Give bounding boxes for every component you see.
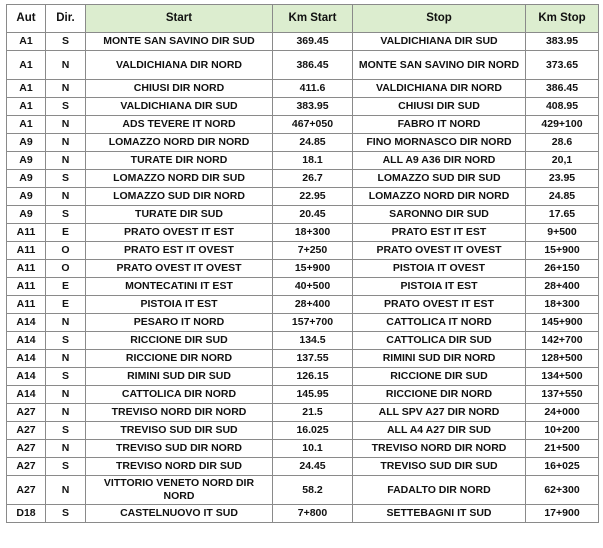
cell-km-start: 369.45 [273, 33, 353, 51]
table-row [7, 206, 599, 224]
cell-aut: A14 [7, 386, 46, 404]
cell-km-start: 7+800 [273, 505, 353, 523]
cell-dir: N [46, 116, 86, 134]
cell-stop: FABRO IT NORD [353, 116, 526, 134]
cell-stop: LOMAZZO NORD DIR NORD [353, 188, 526, 206]
cell-stop: RIMINI SUD DIR NORD [353, 350, 526, 368]
table-row [7, 188, 599, 206]
cell-km-stop: 429+100 [526, 116, 599, 134]
cell-aut: A27 [7, 404, 46, 422]
cell-start: MONTE SAN SAVINO DIR SUD [86, 33, 273, 51]
cell-start: RICCIONE DIR NORD [86, 350, 273, 368]
cell-dir: N [46, 350, 86, 368]
cell-dir: O [46, 260, 86, 278]
cell-km-start: 24.45 [273, 458, 353, 476]
cell-km-start: 18+300 [273, 224, 353, 242]
table-row [7, 296, 599, 314]
table-row [7, 440, 599, 458]
cell-km-start: 137.55 [273, 350, 353, 368]
cell-start: TREVISO SUD DIR SUD [86, 422, 273, 440]
cell-start: VALDICHIANA DIR SUD [86, 98, 273, 116]
cell-dir: N [46, 476, 86, 505]
cell-km-start: 467+050 [273, 116, 353, 134]
cell-dir: S [46, 206, 86, 224]
cell-start: LOMAZZO NORD DIR NORD [86, 134, 273, 152]
cell-stop: VALDICHIANA DIR SUD [353, 33, 526, 51]
cell-aut: A9 [7, 152, 46, 170]
cell-km-stop: 17+900 [526, 505, 599, 523]
header-km-stop: Km Stop [526, 5, 599, 33]
cell-stop: FINO MORNASCO DIR NORD [353, 134, 526, 152]
cell-km-start: 16.025 [273, 422, 353, 440]
cell-aut: A27 [7, 476, 46, 505]
cell-stop: FADALTO DIR NORD [353, 476, 526, 505]
cell-km-stop: 21+500 [526, 440, 599, 458]
cell-km-stop: 28+400 [526, 278, 599, 296]
cell-start: TREVISO NORD DIR SUD [86, 458, 273, 476]
cell-km-stop: 386.45 [526, 80, 599, 98]
table-row [7, 152, 599, 170]
cell-km-start: 40+500 [273, 278, 353, 296]
cell-stop: SETTEBAGNI IT SUD [353, 505, 526, 523]
table-row [7, 134, 599, 152]
highway-segments-sheet [6, 4, 598, 523]
cell-km-stop: 383.95 [526, 33, 599, 51]
table-row [7, 260, 599, 278]
table-row [7, 368, 599, 386]
cell-km-stop: 62+300 [526, 476, 599, 505]
cell-start: TREVISO NORD DIR NORD [86, 404, 273, 422]
cell-km-start: 157+700 [273, 314, 353, 332]
table-row [7, 505, 599, 523]
table-row [7, 476, 599, 505]
cell-start: ADS TEVERE IT NORD [86, 116, 273, 134]
cell-dir: N [46, 314, 86, 332]
cell-stop: LOMAZZO SUD DIR SUD [353, 170, 526, 188]
cell-start: PRATO OVEST IT OVEST [86, 260, 273, 278]
cell-stop: RICCIONE DIR SUD [353, 368, 526, 386]
cell-start: RIMINI SUD DIR SUD [86, 368, 273, 386]
cell-aut: A14 [7, 332, 46, 350]
header-dir: Dir. [46, 5, 86, 33]
table-row [7, 332, 599, 350]
cell-km-stop: 128+500 [526, 350, 599, 368]
table-row [7, 422, 599, 440]
header-km-start: Km Start [273, 5, 353, 33]
cell-start: VALDICHIANA DIR NORD [86, 51, 273, 80]
cell-km-start: 411.6 [273, 80, 353, 98]
cell-km-start: 126.15 [273, 368, 353, 386]
cell-km-start: 15+900 [273, 260, 353, 278]
table-row [7, 314, 599, 332]
header-stop: Stop [353, 5, 526, 33]
cell-dir: S [46, 368, 86, 386]
cell-aut: A11 [7, 260, 46, 278]
cell-km-start: 21.5 [273, 404, 353, 422]
header-aut: Aut [7, 5, 46, 33]
cell-start: TURATE DIR NORD [86, 152, 273, 170]
cell-km-stop: 142+700 [526, 332, 599, 350]
cell-aut: A14 [7, 314, 46, 332]
table-row [7, 33, 599, 51]
cell-km-stop: 24+000 [526, 404, 599, 422]
cell-km-start: 134.5 [273, 332, 353, 350]
cell-km-start: 18.1 [273, 152, 353, 170]
cell-aut: A1 [7, 51, 46, 80]
cell-stop: ALL A4 A27 DIR SUD [353, 422, 526, 440]
cell-dir: N [46, 152, 86, 170]
cell-stop: PISTOIA IT OVEST [353, 260, 526, 278]
cell-aut: A11 [7, 278, 46, 296]
cell-km-start: 22.95 [273, 188, 353, 206]
cell-aut: D18 [7, 505, 46, 523]
cell-km-stop: 137+550 [526, 386, 599, 404]
cell-dir: N [46, 51, 86, 80]
cell-start: PRATO EST IT OVEST [86, 242, 273, 260]
table-row [7, 386, 599, 404]
cell-aut: A1 [7, 80, 46, 98]
cell-stop: CATTOLICA IT NORD [353, 314, 526, 332]
cell-dir: N [46, 134, 86, 152]
cell-dir: E [46, 296, 86, 314]
cell-aut: A9 [7, 206, 46, 224]
cell-stop: PISTOIA IT EST [353, 278, 526, 296]
cell-km-start: 7+250 [273, 242, 353, 260]
cell-dir: N [46, 80, 86, 98]
cell-start: VITTORIO VENETO NORD DIR NORD [86, 476, 273, 505]
cell-dir: E [46, 224, 86, 242]
cell-km-start: 26.7 [273, 170, 353, 188]
cell-stop: ALL SPV A27 DIR NORD [353, 404, 526, 422]
cell-start: PESARO IT NORD [86, 314, 273, 332]
segments-table [6, 4, 599, 523]
cell-dir: S [46, 422, 86, 440]
cell-km-stop: 20,1 [526, 152, 599, 170]
header-row [7, 5, 599, 33]
cell-aut: A1 [7, 98, 46, 116]
cell-stop: MONTE SAN SAVINO DIR NORD [353, 51, 526, 80]
cell-km-stop: 373.65 [526, 51, 599, 80]
table-row [7, 98, 599, 116]
header-start: Start [86, 5, 273, 33]
cell-stop: CATTOLICA DIR SUD [353, 332, 526, 350]
cell-dir: O [46, 242, 86, 260]
table-row [7, 458, 599, 476]
cell-start: LOMAZZO NORD DIR SUD [86, 170, 273, 188]
cell-stop: PRATO OVEST IT EST [353, 296, 526, 314]
cell-stop: RICCIONE DIR NORD [353, 386, 526, 404]
cell-km-start: 386.45 [273, 51, 353, 80]
table-row [7, 350, 599, 368]
cell-start: TURATE DIR SUD [86, 206, 273, 224]
cell-aut: A9 [7, 134, 46, 152]
cell-aut: A1 [7, 116, 46, 134]
table-row [7, 404, 599, 422]
cell-km-stop: 9+500 [526, 224, 599, 242]
cell-km-stop: 28.6 [526, 134, 599, 152]
cell-km-stop: 24.85 [526, 188, 599, 206]
cell-stop: CHIUSI DIR SUD [353, 98, 526, 116]
cell-stop: SARONNO DIR SUD [353, 206, 526, 224]
cell-stop: PRATO OVEST IT OVEST [353, 242, 526, 260]
cell-aut: A11 [7, 224, 46, 242]
cell-dir: N [46, 188, 86, 206]
cell-start: LOMAZZO SUD DIR NORD [86, 188, 273, 206]
table-row [7, 51, 599, 80]
cell-aut: A27 [7, 440, 46, 458]
table-body [7, 33, 599, 523]
cell-aut: A11 [7, 296, 46, 314]
table-row [7, 116, 599, 134]
cell-dir: N [46, 404, 86, 422]
table-row [7, 278, 599, 296]
cell-start: MONTECATINI IT EST [86, 278, 273, 296]
cell-aut: A1 [7, 33, 46, 51]
cell-start: CHIUSI DIR NORD [86, 80, 273, 98]
cell-start: PISTOIA IT EST [86, 296, 273, 314]
cell-aut: A14 [7, 350, 46, 368]
cell-dir: S [46, 98, 86, 116]
cell-km-start: 145.95 [273, 386, 353, 404]
cell-km-stop: 23.95 [526, 170, 599, 188]
cell-stop: PRATO EST IT EST [353, 224, 526, 242]
cell-km-stop: 134+500 [526, 368, 599, 386]
table-row [7, 242, 599, 260]
cell-km-start: 383.95 [273, 98, 353, 116]
cell-dir: S [46, 505, 86, 523]
cell-km-stop: 17.65 [526, 206, 599, 224]
cell-km-start: 20.45 [273, 206, 353, 224]
table-row [7, 170, 599, 188]
cell-dir: S [46, 332, 86, 350]
cell-km-stop: 15+900 [526, 242, 599, 260]
cell-dir: N [46, 386, 86, 404]
cell-km-start: 10.1 [273, 440, 353, 458]
cell-dir: E [46, 278, 86, 296]
cell-dir: N [46, 440, 86, 458]
cell-km-stop: 26+150 [526, 260, 599, 278]
cell-aut: A27 [7, 422, 46, 440]
cell-km-stop: 18+300 [526, 296, 599, 314]
cell-aut: A11 [7, 242, 46, 260]
cell-km-start: 24.85 [273, 134, 353, 152]
cell-stop: TREVISO SUD DIR SUD [353, 458, 526, 476]
table-row [7, 224, 599, 242]
cell-dir: S [46, 170, 86, 188]
cell-start: TREVISO SUD DIR NORD [86, 440, 273, 458]
cell-aut: A14 [7, 368, 46, 386]
cell-dir: S [46, 458, 86, 476]
cell-aut: A9 [7, 188, 46, 206]
cell-start: CATTOLICA DIR NORD [86, 386, 273, 404]
cell-stop: VALDICHIANA DIR NORD [353, 80, 526, 98]
cell-start: RICCIONE DIR SUD [86, 332, 273, 350]
cell-km-stop: 408.95 [526, 98, 599, 116]
cell-km-stop: 16+025 [526, 458, 599, 476]
cell-stop: ALL A9 A36 DIR NORD [353, 152, 526, 170]
cell-km-stop: 10+200 [526, 422, 599, 440]
cell-km-start: 28+400 [273, 296, 353, 314]
cell-aut: A9 [7, 170, 46, 188]
cell-stop: TREVISO NORD DIR NORD [353, 440, 526, 458]
cell-km-start: 58.2 [273, 476, 353, 505]
cell-start: PRATO OVEST IT EST [86, 224, 273, 242]
cell-start: CASTELNUOVO IT SUD [86, 505, 273, 523]
cell-dir: S [46, 33, 86, 51]
table-row [7, 80, 599, 98]
cell-km-stop: 145+900 [526, 314, 599, 332]
cell-aut: A27 [7, 458, 46, 476]
